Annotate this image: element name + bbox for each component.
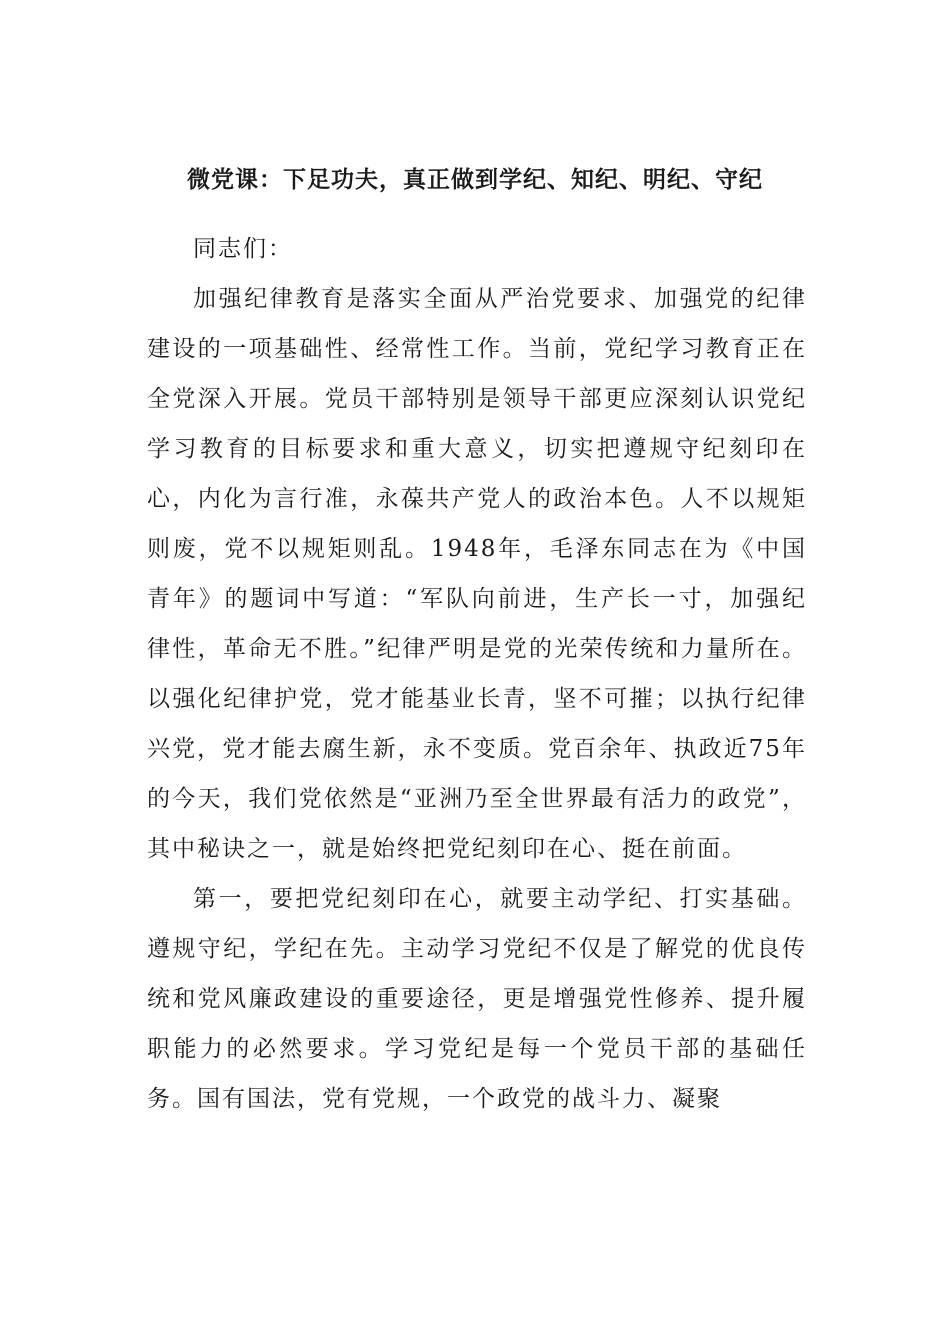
- paragraph-intro: 加强纪律教育是落实全面从严治党要求、加强党的纪律建设的一项基础性、经常性工作。当前，党纪学习教育正在全党深入开展。党员干部特别是领导干部更应深刻认识党纪学习教育的目标要求和重大意义，切实把遵规守纪刻印在心，内化为言行准，永葆共产党人的政治本色。人不以规矩则废，党不以规矩则乱。1948年，毛泽东同志在为《中国青年》的题词中写道：“军队向前进，生产长一寸，加强纪律性，革命无不胜。”纪律严明是党的光荣传统和力量所在。以强化纪律护党，党才能基业长青，坚不可摧；以执行纪律兴党，党才能去腐生新，永不变质。党百余年、执政近75年的今天，我们党依然是“亚洲乃至全世界最有活力的政党”，其中秘诀之一，就是始终把党纪刻印在心、挺在前面。: [147, 286, 807, 862]
- paragraph-first-point: 第一，要把党纪刻印在心，就要主动学纪、打实基础。遵规守纪，学纪在先。主动学习党纪不仅是了解党的优良传统和党风廉政建设的重要途径，更是增强党性修养、提升履职能力的必然要求。学习党纪是每一个党员干部的基础任务。国有国法，党有党规，一个政党的战斗力、凝聚: [147, 886, 807, 1112]
- paragraph-salutation: 同志们：: [193, 236, 293, 262]
- document-title: 微党课：下足功夫，真正做到学纪、知纪、明纪、守纪: [187, 166, 763, 193]
- document-body: [147, 224, 807, 1124]
